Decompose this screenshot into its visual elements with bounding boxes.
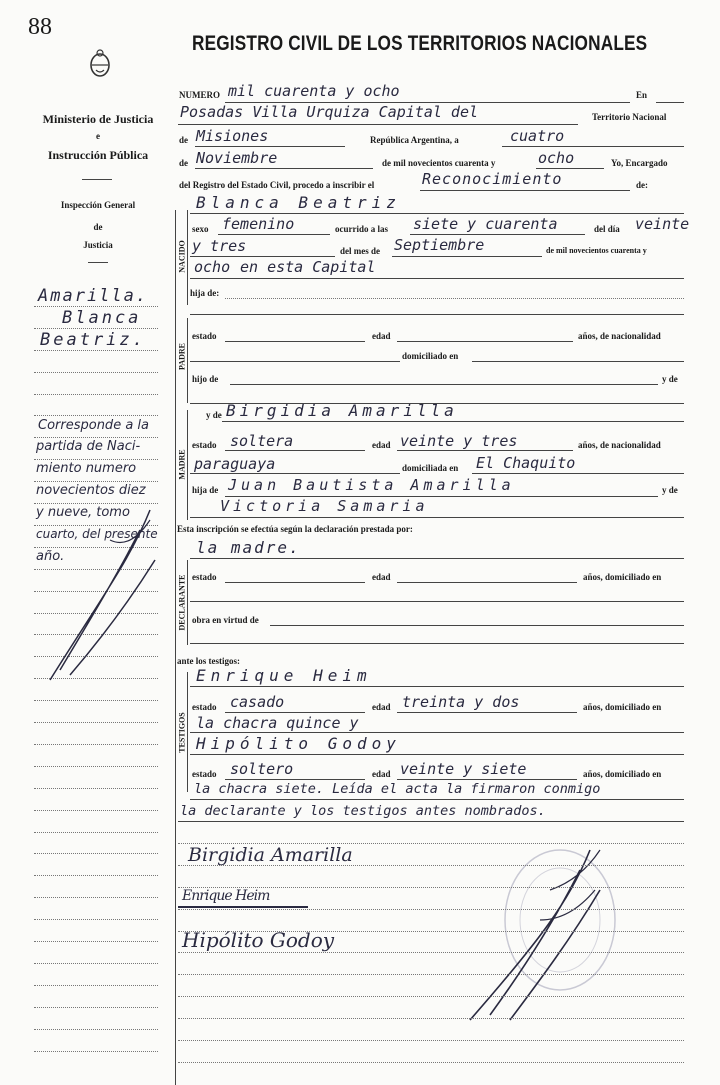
mother-mother-line (190, 517, 684, 518)
ruled-line (34, 875, 158, 876)
mother-edad: veinte y tres (400, 432, 518, 450)
mother-father: Juan Bautista Amarilla (228, 476, 515, 494)
ruled-line (34, 722, 158, 723)
mes-value: Septiembre (394, 236, 485, 254)
numero-value: mil cuarenta y ocho (228, 82, 400, 100)
padre-y-de-label: y de (662, 374, 678, 384)
name-line (190, 213, 684, 214)
declaracion-label: Esta inscripción se efectúa según la declaración prestada por: (177, 524, 413, 534)
sexo-value: femenino (222, 215, 295, 233)
signature-mother: Birgidia Amarilla (188, 844, 353, 866)
witness-1-dom: la chacra quince y (196, 714, 359, 732)
place-line (178, 124, 578, 125)
section-rule-nacido (187, 210, 188, 305)
ruled-line (178, 1062, 684, 1063)
madre-label: MADRE (177, 449, 187, 480)
territory-value: Misiones (196, 127, 269, 145)
mother-edad-line (397, 450, 573, 451)
witness-1-estado-label: estado (192, 702, 217, 712)
obra-label: obra en virtud de (192, 615, 259, 625)
de-label-3: de: (636, 180, 648, 190)
hour-line (410, 234, 585, 235)
ruled-line (34, 415, 158, 416)
en-label: En (636, 90, 648, 100)
year-label: de mil novecientos cuarenta y (382, 158, 496, 168)
madre-anos-label: años, de nacionalidad (578, 440, 661, 450)
ruled-line (34, 744, 158, 745)
registrar-signature-icon (430, 830, 630, 1030)
ruled-line (34, 941, 158, 942)
witness-2-name: Hipólito Godoy (196, 734, 401, 753)
ruled-line (34, 766, 158, 767)
ruled-line (34, 1029, 158, 1030)
ruled-line (34, 700, 158, 701)
dia-value: veinte (635, 215, 690, 233)
declarante-anos-label: años, domiciliado en (583, 572, 662, 582)
ruled-line (178, 974, 684, 975)
yo-label: Yo, Encargado (611, 158, 668, 168)
left-divider-1 (82, 179, 112, 180)
padre-label: PADRE (177, 343, 187, 370)
ruled-line (178, 887, 684, 888)
ruled-line (34, 919, 158, 920)
padre-nat-line (190, 361, 400, 362)
ruled-line (178, 952, 684, 953)
padre-edad-label: edad (372, 331, 391, 341)
ruled-line (34, 853, 158, 854)
document-title: REGISTRO CIVIL DE LOS TERRITORIOS NACIONALES (192, 32, 648, 55)
ruled-line (34, 350, 158, 351)
closing-line-1-rule (190, 799, 684, 800)
mes-year-label: de mil novecientos cuarenta y (546, 246, 647, 255)
padre-edad-line (397, 341, 573, 342)
mother-dom: El Chaquito (476, 454, 576, 472)
margin-note-5: y nueve, tomo (36, 505, 130, 520)
padre-hijo-label: hijo de (192, 374, 219, 384)
mother-name: Birgidia Amarilla (226, 401, 458, 420)
mother-estado: soltera (230, 432, 294, 450)
mother-dom-line (472, 473, 684, 474)
padre-estado-line (225, 341, 365, 342)
birth-place-value: en esta Capital (240, 258, 376, 276)
margin-note-7: año. (36, 549, 65, 564)
year-line (536, 168, 604, 169)
territory-line (195, 146, 345, 147)
madre-domiciliada-label: domiciliada en (402, 463, 459, 473)
obra-line-2 (190, 643, 684, 644)
witness-1-estado: casado (230, 693, 285, 711)
witness-2-edad-line (397, 779, 577, 780)
ministry-line-e: e (96, 131, 100, 141)
ruled-line (178, 843, 684, 844)
territorio-label: Territorio Nacional (592, 112, 667, 122)
madre-edad-label: edad (372, 440, 391, 450)
witness-2-estado-line (225, 779, 365, 780)
margin-note-6: cuarto, del presente (36, 527, 158, 541)
section-rule-madre (187, 410, 188, 520)
day-value: cuatro (510, 127, 565, 145)
margin-signature-icon (40, 500, 160, 690)
birth-place-line (190, 278, 684, 279)
signature-underline (178, 906, 308, 908)
left-divider-2 (88, 262, 108, 263)
margin-note-1: Corresponde a la (38, 418, 149, 433)
margin-name-1: Amarilla. (38, 286, 149, 306)
dia-line-2 (190, 256, 335, 257)
witness-1-name-line (190, 686, 684, 687)
witness-2-estado-label: estado (192, 769, 217, 779)
closing-line-2-rule (178, 821, 684, 822)
ruled-line (34, 963, 158, 964)
section-rule-padre (187, 318, 188, 403)
ruled-line (34, 985, 158, 986)
witness-2-edad: veinte y siete (400, 760, 527, 778)
ruled-line (34, 372, 158, 373)
mother-name-line (222, 421, 684, 422)
obra-line (270, 625, 684, 626)
page-number: 88 (28, 14, 52, 40)
margin-note-4: novecientos diez (36, 483, 146, 498)
inspection-line-3: Justicia (83, 240, 113, 250)
ruled-line (178, 996, 684, 997)
de-label-1: de (179, 135, 188, 145)
mes-label: del mes de (340, 246, 380, 256)
padre-hijo-line (230, 384, 658, 385)
main-vertical-rule (175, 210, 176, 1085)
dia-label: del día (594, 224, 620, 234)
ruled-line (34, 306, 158, 307)
witness-1-anos-label: años, domiciliado en (583, 702, 662, 712)
declarant-value: la madre. (196, 538, 301, 557)
inspection-line-2: de (93, 222, 103, 232)
declarant-line (190, 558, 684, 559)
declarante-edad-line (397, 582, 577, 583)
hija-line (225, 298, 684, 299)
declarante-estado-label: estado (192, 572, 217, 582)
hour-value: siete y cuarenta (413, 215, 558, 233)
signature-witness-2: Hipólito Godoy (182, 928, 335, 952)
coat-of-arms-icon (88, 48, 112, 80)
margin-note-2: partida de Naci- (36, 439, 141, 454)
section-rule-declarante (187, 560, 188, 645)
closing-line-2: la declarante y los testigos antes nombrados. (180, 803, 546, 819)
section-rule-testigos (187, 672, 188, 792)
margin-name-2: Blanca (62, 308, 142, 328)
numero-label: NUMERO (179, 90, 220, 100)
de-label-2: de (179, 158, 188, 168)
ruled-line (34, 832, 158, 833)
witness-2-estado: soltero (230, 760, 294, 778)
sexo-label: sexo (192, 224, 209, 234)
padre-anos-label: años, de nacionalidad (578, 331, 661, 341)
witness-2-name-line (190, 754, 684, 755)
act-line (420, 190, 630, 191)
mother-estado-line (225, 450, 365, 451)
witness-2-anos-label: años, domiciliado en (583, 769, 662, 779)
mother-nat: paraguaya (194, 455, 276, 473)
ruled-line (178, 865, 684, 866)
ruled-line (34, 897, 158, 898)
hija-label: hija de: (190, 288, 220, 298)
ruled-line (178, 931, 684, 932)
ruled-line (34, 437, 158, 438)
act-value: Reconocimiento (422, 170, 563, 188)
ruled-line (34, 459, 158, 460)
madre-estado-label: estado (192, 440, 217, 450)
testigos-intro-label: ante los testigos: (177, 656, 240, 666)
mother-nat-line (190, 473, 400, 474)
padre-domiciliado-label: domiciliado en (402, 351, 459, 361)
ruled-line (178, 1018, 684, 1019)
declarante-edad-label: edad (372, 572, 391, 582)
declarante-estado-line (225, 582, 365, 583)
ministry-line-2: Instrucción Pública (47, 148, 149, 162)
ruled-line (178, 909, 684, 910)
declarante-label: DECLARANTE (177, 574, 187, 631)
month-line (195, 168, 373, 169)
ocurrido-label: ocurrido a las (335, 224, 388, 234)
place-value: Posadas Villa Urquiza Capital del (180, 103, 479, 121)
declarante-dom-line (190, 601, 684, 602)
ministry-line-1: Ministerio de Justicia (42, 112, 154, 126)
birth-year-value: ocho (194, 258, 231, 276)
ruled-line (34, 328, 158, 329)
signature-witness-1: Enrique Heim (182, 888, 270, 904)
ruled-line (34, 1007, 158, 1008)
witness-2-edad-label: edad (372, 769, 391, 779)
madre-hija-de-label: hija de (192, 485, 219, 495)
ruled-line (34, 810, 158, 811)
ruled-line (34, 394, 158, 395)
margin-note-3: miento numero (36, 461, 137, 476)
padre-estado-label: estado (192, 331, 217, 341)
republica-label: República Argentina, a (370, 135, 459, 145)
hija-line-2 (190, 314, 684, 315)
madre-y-de-label: y de (206, 410, 222, 420)
ruled-line (34, 1051, 158, 1052)
ruled-line (34, 788, 158, 789)
closing-line-1: la chacra siete. Leída el acta la firmaron conmigo (194, 781, 601, 797)
year-value: ocho (538, 149, 575, 167)
witness-1-estado-line (225, 712, 365, 713)
month-value: Noviembre (196, 149, 278, 167)
inspection-line-1: Inspección General (60, 200, 136, 210)
dia-value-2: y tres (192, 237, 247, 255)
madre-y-de-label-2: y de (662, 485, 678, 495)
padre-dom-line (472, 361, 684, 362)
witness-1-edad-line (397, 712, 577, 713)
day-line (502, 146, 684, 147)
en-line (656, 102, 684, 103)
witness-1-edad-label: edad (372, 702, 391, 712)
sexo-line (218, 234, 330, 235)
witness-1-dom-line (190, 732, 684, 733)
mother-mother: Victoria Samaria (220, 497, 429, 515)
margin-name-3: Beatriz. (40, 330, 146, 350)
registered-name: Blanca Beatriz (196, 193, 401, 212)
nacido-label: NACIDO (177, 240, 187, 273)
witness-1-name: Enrique Heim (196, 666, 372, 685)
registro-label: del Registro del Estado Civil, procedo a inscribir el (179, 180, 375, 190)
mes-line (392, 256, 542, 257)
witness-1-edad: treinta y dos (402, 693, 520, 711)
ruled-line (34, 481, 158, 482)
testigos-label: TESTIGOS (177, 712, 187, 753)
ruled-line (178, 1040, 684, 1041)
